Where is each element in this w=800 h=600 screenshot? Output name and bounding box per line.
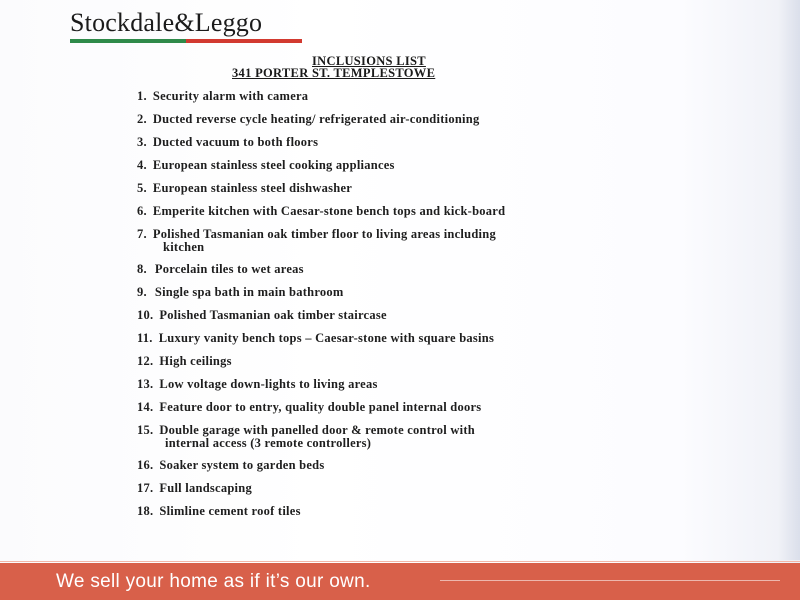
list-item-text: Slimline cement roof tiles [159, 504, 301, 518]
list-item-text: Emperite kitchen with Caesar-stone bench tops and kick-board [152, 204, 506, 218]
list-item-number: 18. [137, 504, 154, 518]
list-item [137, 505, 301, 517]
list-item-text: Polished Tasmanian oak timber staircase [159, 308, 387, 322]
footer-tagline: We sell your home as if it’s our own. [56, 571, 371, 592]
list-item-number: 4. [137, 158, 147, 172]
list-item-continuation: internal access (3 remote controllers) [165, 436, 372, 450]
list-item-continuation: kitchen [163, 240, 205, 254]
list-item [137, 459, 324, 471]
list-item-text: Luxury vanity bench tops – Caesar-stone with square basins [158, 331, 495, 345]
list-item [137, 136, 318, 148]
list-item-number: 16. [137, 458, 154, 472]
list-item-text: Feature door to entry, quality double panel internal doors [159, 400, 482, 414]
list-item [137, 113, 479, 125]
list-item-number: 12. [137, 354, 154, 368]
list-item [137, 286, 344, 298]
list-item-number: 9. [137, 285, 147, 299]
list-item-number: 6. [137, 204, 147, 218]
list-item-text: Polished Tasmanian oak timber floor to living areas including [152, 227, 496, 241]
list-item [137, 482, 252, 494]
list-item-number: 17. [137, 481, 154, 495]
list-item-text: European stainless steel dishwasher [152, 181, 353, 195]
list-item-text: Single spa bath in main bathroom [154, 285, 344, 299]
list-item-text: European stainless steel cooking appliances [152, 158, 395, 172]
list-item-number: 5. [137, 181, 147, 195]
list-item [137, 263, 304, 275]
list-item [137, 355, 232, 367]
list-item-text: Double garage with panelled door & remote control with [159, 423, 475, 437]
property-address: 341 PORTER ST. TEMPLESTOWE [232, 66, 436, 80]
list-item-number: 15. [137, 423, 154, 437]
footer-banner [0, 563, 800, 600]
list-item [137, 90, 308, 102]
list-item-text: Ducted vacuum to both floors [152, 135, 319, 149]
logo-wordmark: Stockdale&Leggo [70, 8, 263, 37]
list-item [137, 205, 505, 217]
list-item [137, 332, 494, 344]
list-item [137, 378, 378, 390]
list-item [137, 159, 395, 171]
list-item-text: Low voltage down-lights to living areas [159, 377, 378, 391]
footer-rule [440, 580, 780, 581]
list-item-text: High ceilings [159, 354, 232, 368]
list-item [137, 424, 475, 449]
list-item-text: Full landscaping [159, 481, 252, 495]
list-item-number: 8. [137, 262, 147, 276]
list-item-number: 2. [137, 112, 147, 126]
footer-divider [0, 561, 800, 562]
list-item [137, 309, 387, 321]
list-item-number: 11. [137, 331, 153, 345]
list-item [137, 401, 481, 413]
list-item-number: 10. [137, 308, 154, 322]
list-item-text: Security alarm with camera [152, 89, 309, 103]
document-title: INCLUSIONS LIST [312, 54, 426, 68]
list-item [137, 228, 496, 253]
list-item-number: 14. [137, 400, 154, 414]
list-item-number: 7. [137, 227, 147, 241]
list-item-text: Ducted reverse cycle heating/ refrigerated air-conditioning [152, 112, 480, 126]
list-item [137, 182, 352, 194]
list-item-number: 1. [137, 89, 147, 103]
list-item-text: Porcelain tiles to wet areas [154, 262, 304, 276]
list-item-text: Soaker system to garden beds [159, 458, 325, 472]
list-item-number: 13. [137, 377, 154, 391]
list-item-number: 3. [137, 135, 147, 149]
